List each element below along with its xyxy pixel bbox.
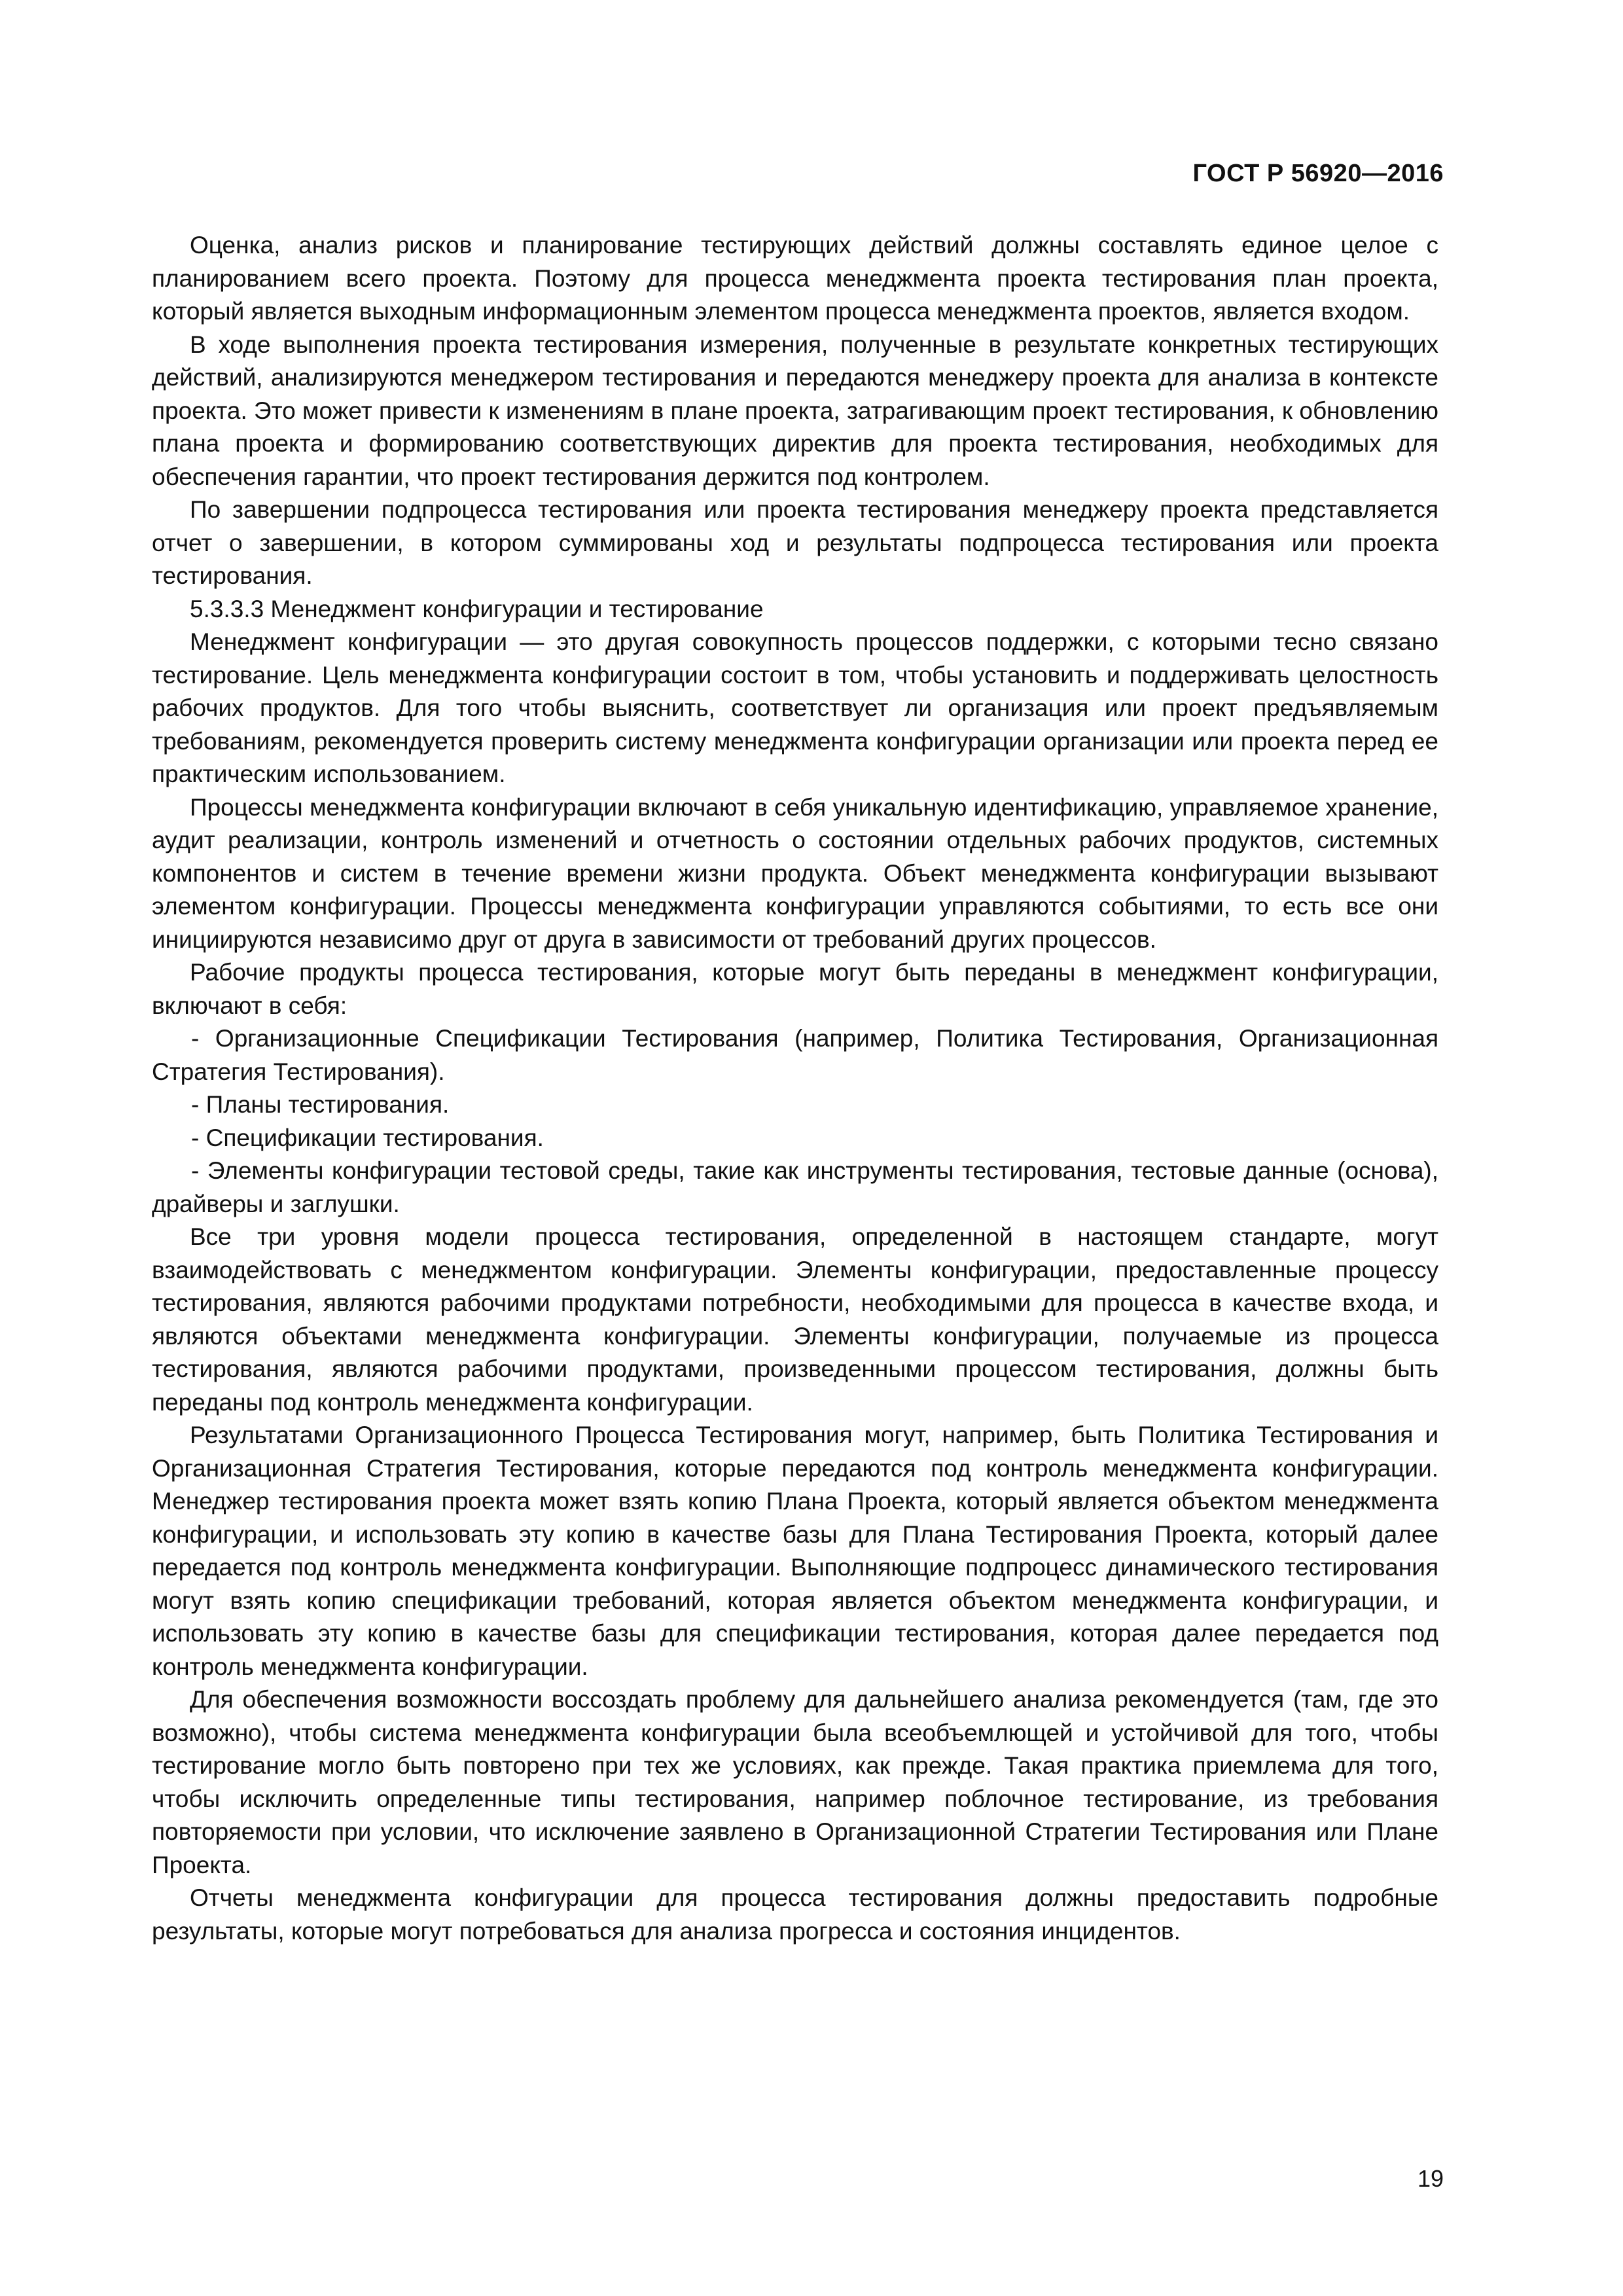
list-item: - Элементы конфигурации тестовой среды, такие как инструменты тестирования, тестовые данные (основа), драйверы и заглушки. (152, 1157, 1438, 1217)
paragraph: Процессы менеджмента конфигурации включают в себя уникальную идентификацию, управляемое хранение, аудит реализации, контроль изменений и отчетность о состоянии отдельных рабочих продуктов, системных компонентов и систем в течение времени жизни продукта. Объект менеджмента конфигурации вызывают элементом конфигурации. Процессы менеджмента конфигурации управляются событиями, то есть все они инициируются независимо друг от друга в зависимости от требований других процессов. (152, 793, 1438, 953)
list-item: - Спецификации тестирования. (191, 1124, 544, 1151)
section-heading: 5.3.3.3 Менеджмент конфигурации и тестирование (190, 595, 764, 622)
list-item: - Организационные Спецификации Тестирования (например, Политика Тестирования, Организационная Стратегия Тестирования). (152, 1025, 1438, 1085)
paragraph: Оценка, анализ рисков и планирование тестирующих действий должны составлять единое целое с планированием всего проекта. Поэтому для процесса менеджмента проекта тестирования план проекта, который является выходным информационным элементом процесса менеджмента проектов, является входом. (152, 232, 1438, 325)
paragraph: Менеджмент конфигурации — это другая совокупность процессов поддержки, с которыми тесно связано тестирование. Цель менеджмента конфигурации состоит в том, чтобы установить и поддерживать целостность рабочих продуктов. Для того чтобы выяснить, соответствует ли организация или проект предъявляемым требованиям, рекомендуется проверить систему менеджмента конфигурации организации или проекта перед ее практическим использованием. (152, 628, 1438, 787)
page-number: 19 (1417, 2165, 1444, 2192)
paragraph: Для обеспечения возможности воссоздать проблему для дальнейшего анализа рекомендуется (там, где это возможно), чтобы система менеджмента конфигурации была всеобъемлющей и устойчивой для того, чтобы тестирование могло быть повторено при тех же условиях, как прежде. Такая практика приемлема для того, чтобы исключить определенные типы тестирования, например поблочное тестирование, из требования повторяемости при условии, что исключение заявлено в Организационной Стратегии Тестирования или Плане Проекта. (152, 1686, 1438, 1878)
list-item: - Планы тестирования. (191, 1091, 450, 1118)
document-body (152, 229, 1438, 1948)
paragraph: По завершении подпроцесса тестирования или проекта тестирования менеджеру проекта представляется отчет о завершении, в котором суммированы ход и результаты подпроцесса тестирования или проекта тестирования. (152, 496, 1438, 589)
paragraph: Отчеты менеджмента конфигурации для процесса тестирования должны предоставить подробные результаты, которые могут потребоваться для анализа прогресса и состояния инцидентов. (152, 1884, 1438, 1945)
standard-designation: ГОСТ Р 56920—2016 (1192, 160, 1444, 187)
paragraph: Рабочие продукты процесса тестирования, которые могут быть переданы в менеджмент конфигурации, включают в себя: (152, 959, 1438, 1019)
paragraph: Все три уровня модели процесса тестирования, определенной в настоящем стандарте, могут взаимодействовать с менеджментом конфигурации. Элементы конфигурации, предоставленные процессу тестирования, являются рабочими продуктами потребности, необходимыми для процесса в качестве входа, и являются объектами менеджмента конфигурации. Элементы конфигурации, получаемые из процесса тестирования, являются рабочими продуктами, произведенными процессом тестирования, должны быть переданы под контроль менеджмента конфигурации. (152, 1223, 1438, 1416)
paragraph: В ходе выполнения проекта тестирования измерения, полученные в результате конкретных тестирующих действий, анализируются менеджером тестирования и передаются менеджеру проекта для анализа в контексте проекта. Это может привести к изменениям в плане проекта, затрагивающим проект тестирования, к обновлению плана проекта и формированию соответствующих директив для проекта тестирования, необходимых для обеспечения гарантии, что проект тестирования держится под контролем. (152, 331, 1438, 490)
paragraph: Результатами Организационного Процесса Тестирования могут, например, быть Политика Тестирования и Организационная Стратегия Тестирования, которые передаются под контроль менеджмента конфигурации. Менеджер тестирования проекта может взять копию Плана Проекта, который является объектом менеджмента конфигурации, и использовать эту копию в качестве базы для Плана Тестирования Проекта, который далее передается под контроль менеджмента конфигурации. Выполняющие подпроцесс динамического тестирования могут взять копию спецификации требований, которая является объектом менеджмента конфигурации, и использовать эту копию в качестве базы для спецификации тестирования, которая далее передается под контроль менеджмента конфигурации. (152, 1422, 1438, 1680)
